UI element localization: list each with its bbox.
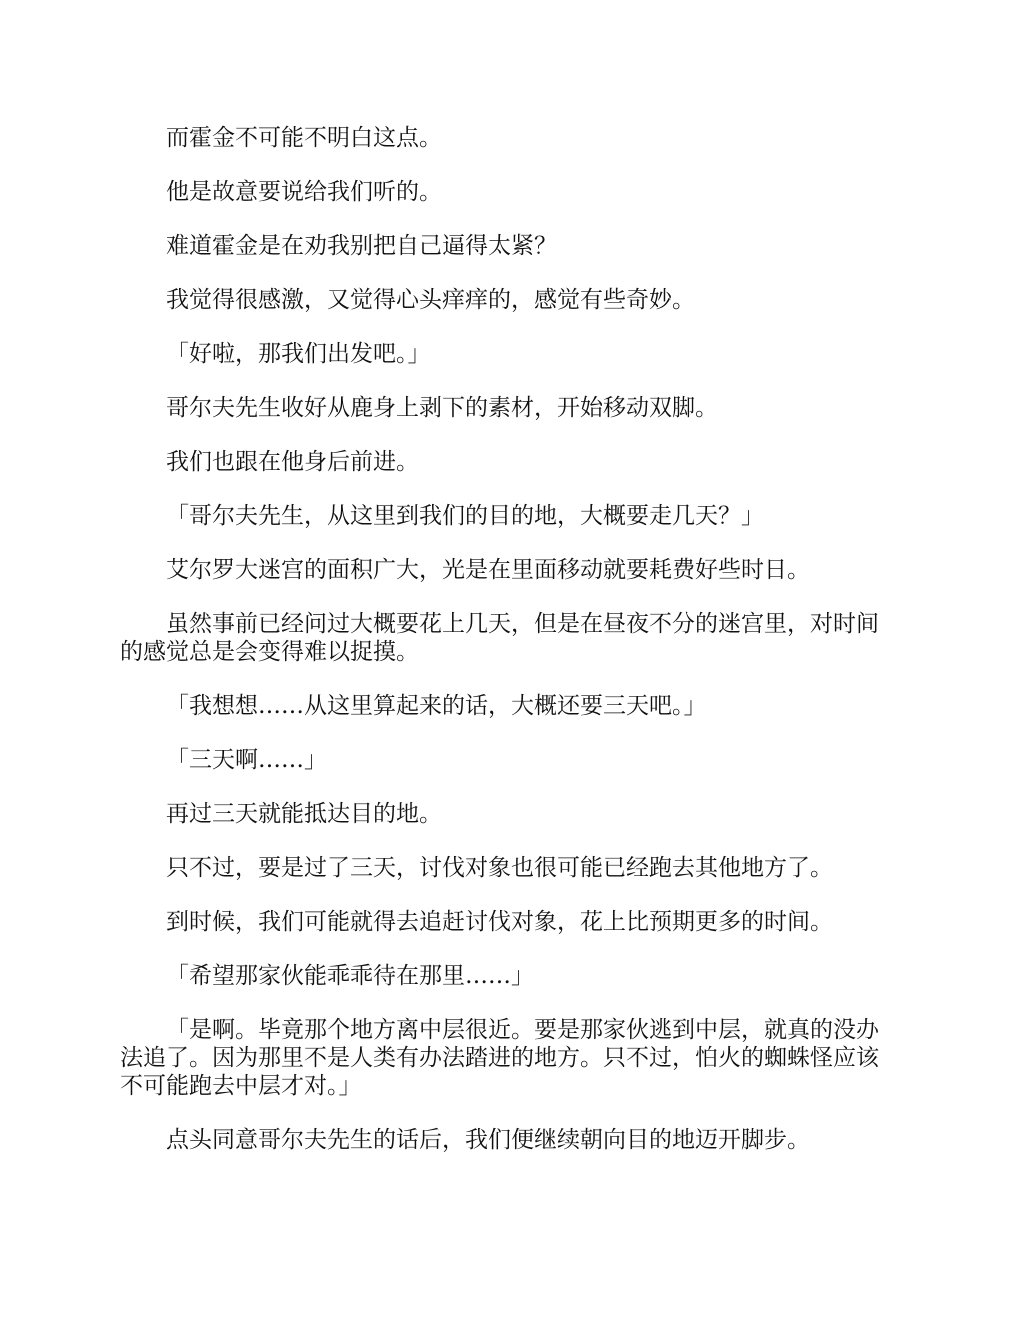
paragraph: 艾尔罗大迷宫的面积广大，光是在里面移动就要耗费好些时日。 [166, 557, 810, 583]
paragraph: 难道霍金是在劝我别把自己逼得太紧？ [166, 233, 557, 259]
paragraph: 虽然事前已经问过大概要花上几天，但是在昼夜不分的迷宫里，对时间的感觉总是会变得难以捉摸。 [120, 611, 879, 665]
paragraph: 我们也跟在他身后前进。 [166, 449, 419, 475]
paragraph: 「哥尔夫先生，从这里到我们的目的地，大概要走几天？」 [166, 503, 764, 529]
paragraph: 「好啦，那我们出发吧。」 [166, 341, 431, 367]
paragraph: 而霍金不可能不明白这点。 [166, 125, 442, 151]
paragraph: 「三天啊……」 [166, 747, 327, 773]
paragraph: 到时候，我们可能就得去追赶讨伐对象，花上比预期更多的时间。 [166, 909, 833, 935]
paragraph: 我觉得很感激，又觉得心头痒痒的，感觉有些奇妙。 [166, 287, 695, 313]
paragraph: 「我想想……从这里算起来的话，大概还要三天吧。」 [166, 693, 707, 719]
paragraph: 哥尔夫先生收好从鹿身上剥下的素材，开始移动双脚。 [166, 395, 718, 421]
paragraph: 再过三天就能抵达目的地。 [166, 801, 442, 827]
document-page [120, 124, 895, 1180]
paragraph: 「是啊。毕竟那个地方离中层很近。要是那家伙逃到中层，就真的没办法追了。因为那里不是人类有办法踏进的地方。只不过，怕火的蜘蛛怪应该不可能跑去中层才对。」 [120, 1017, 879, 1099]
paragraph: 点头同意哥尔夫先生的话后，我们便继续朝向目的地迈开脚步。 [166, 1127, 810, 1153]
paragraph: 他是故意要说给我们听的。 [166, 179, 442, 205]
paragraph: 「希望那家伙能乖乖待在那里……」 [166, 963, 534, 989]
paragraph: 只不过，要是过了三天，讨伐对象也很可能已经跑去其他地方了。 [166, 855, 833, 881]
